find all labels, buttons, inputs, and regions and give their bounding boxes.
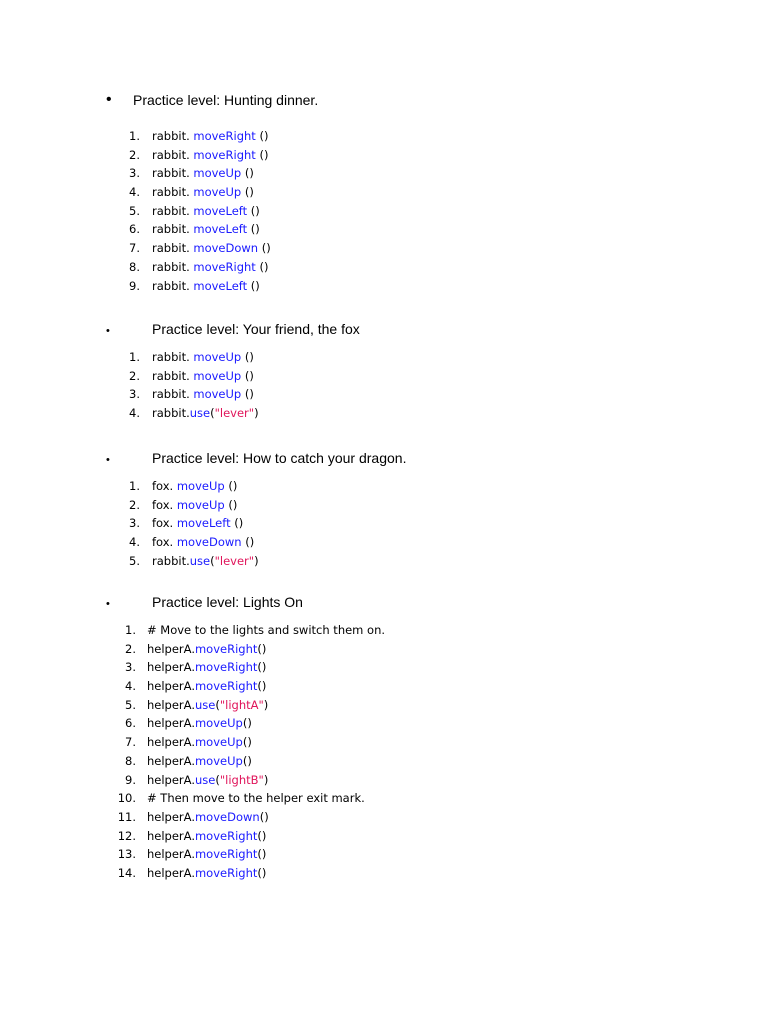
code-text: () [255, 147, 269, 162]
method-name: moveLeft [193, 278, 248, 293]
step-number: 1. [129, 350, 140, 364]
code-text: () [257, 847, 267, 862]
code-text: rabbit. [152, 241, 194, 256]
list-item [0, 714, 768, 733]
code-line [152, 127, 268, 146]
step-list [0, 348, 768, 423]
code-text: helperA. [147, 679, 195, 694]
method-name: moveUp [176, 497, 225, 512]
code-text: () [224, 479, 238, 493]
string-literal: "lever" [214, 553, 255, 568]
code-text: () [242, 735, 252, 750]
list-item [0, 258, 768, 277]
step-number: 1. [129, 129, 140, 143]
method-name: moveDown [176, 535, 242, 550]
step-number: 3. [129, 516, 140, 531]
code-line [152, 183, 254, 202]
code-text: rabbit. [152, 166, 194, 181]
code-text: ) [263, 772, 269, 787]
bullet-icon: • [106, 91, 112, 108]
code-text: () [224, 497, 238, 512]
code-line [152, 277, 260, 296]
method-name: moveUp [193, 387, 242, 402]
method-name: moveRight [194, 679, 258, 694]
code-line [152, 552, 259, 571]
code-text: helperA. [147, 716, 195, 731]
list-item [0, 808, 768, 827]
method-name: moveLeft [176, 516, 231, 531]
method-name: use [194, 697, 216, 712]
step-number: 5. [129, 203, 140, 218]
code-text: fox. [152, 516, 177, 531]
code-line [147, 677, 266, 696]
code-text: () [241, 368, 254, 383]
list-item [0, 789, 768, 808]
step-number: 7. [125, 735, 136, 750]
list-item [0, 752, 768, 771]
list-item [0, 164, 768, 183]
list-item [0, 385, 768, 404]
code-text: helperA. [147, 865, 195, 880]
code-text: () [257, 865, 267, 880]
code-text: helperA. [147, 753, 195, 768]
code-line [147, 733, 252, 752]
code-text: rabbit. [152, 553, 190, 568]
step-number: 8. [129, 259, 140, 274]
code-text: rabbit. [152, 222, 194, 237]
code-text: helperA. [147, 772, 195, 787]
list-item [0, 496, 768, 515]
code-text: rabbit. [152, 259, 194, 274]
bullet-icon: • [106, 454, 110, 466]
step-number: 13. [117, 847, 136, 862]
code-text: rabbit. [152, 147, 194, 162]
code-text: fox. [152, 535, 177, 550]
list-item [0, 552, 768, 571]
list-item [0, 864, 768, 883]
code-text: rabbit. [152, 129, 194, 143]
code-text: ( [215, 697, 220, 712]
code-line [152, 385, 254, 404]
code-text: rabbit. [152, 387, 194, 402]
section-title: Practice level: How to catch your dragon. [152, 450, 407, 466]
step-number: 7. [129, 241, 140, 256]
step-list [0, 477, 768, 570]
list-item [0, 640, 768, 659]
step-number: 4. [129, 535, 140, 550]
code-text: () [255, 129, 269, 143]
code-text: helperA. [147, 641, 195, 656]
code-line [147, 752, 252, 771]
code-text: ( [210, 553, 215, 568]
code-line [147, 771, 268, 790]
list-item [0, 239, 768, 258]
code-text: rabbit. [152, 203, 194, 218]
code-text: () [230, 516, 244, 531]
method-name: moveUp [193, 166, 242, 181]
step-number: 9. [125, 772, 136, 787]
string-literal: "lightB" [219, 772, 264, 787]
method-name: moveUp [193, 368, 242, 383]
code-text: helperA. [147, 809, 195, 824]
list-item [0, 621, 768, 640]
step-number: 1. [125, 623, 136, 637]
step-number: 9. [129, 278, 140, 293]
code-line [147, 696, 268, 715]
step-number: 11. [117, 809, 136, 824]
code-line [152, 258, 268, 277]
code-text: helperA. [147, 660, 195, 675]
code-text: helperA. [147, 697, 195, 712]
code-text: rabbit. [152, 406, 190, 421]
code-line [147, 621, 385, 640]
list-item [0, 533, 768, 552]
code-text: helperA. [147, 828, 195, 843]
step-number: 10. [117, 791, 136, 806]
code-text: () [247, 278, 260, 293]
step-number: 2. [129, 497, 140, 512]
code-text: ) [263, 697, 269, 712]
method-name: use [189, 406, 211, 421]
step-number: 2. [125, 641, 136, 656]
code-line [147, 827, 266, 846]
code-line [147, 789, 365, 808]
code-text: rabbit. [152, 368, 194, 383]
method-name: moveLeft [193, 203, 248, 218]
code-text: () [258, 241, 271, 256]
list-item [0, 827, 768, 846]
step-number: 3. [129, 387, 140, 402]
list-item [0, 514, 768, 533]
step-number: 3. [129, 166, 140, 181]
list-item [0, 477, 768, 496]
code-line [147, 845, 266, 864]
code-text: rabbit. [152, 185, 194, 200]
step-number: 8. [125, 753, 136, 768]
code-text: () [241, 535, 255, 550]
method-name: moveUp [194, 753, 243, 768]
method-name: moveUp [176, 479, 225, 493]
list-item [0, 845, 768, 864]
method-name: use [194, 772, 216, 787]
code-text: () [242, 753, 252, 768]
code-line [152, 239, 271, 258]
list-item [0, 658, 768, 677]
code-line [152, 514, 243, 533]
string-literal: "lightA" [219, 697, 264, 712]
code-text: () [241, 350, 254, 364]
code-text: () [241, 387, 254, 402]
method-name: moveRight [194, 641, 258, 656]
step-number: 5. [125, 697, 136, 712]
method-name: moveUp [194, 716, 243, 731]
list-item [0, 404, 768, 423]
code-text: () [257, 828, 267, 843]
code-text: rabbit. [152, 350, 194, 364]
list-item [0, 146, 768, 165]
code-line [152, 404, 259, 423]
method-name: use [189, 553, 211, 568]
code-text: ( [210, 406, 215, 421]
code-text: () [259, 809, 269, 824]
list-item [0, 733, 768, 752]
code-line [147, 864, 266, 883]
method-name: moveUp [193, 350, 242, 364]
step-number: 2. [129, 147, 140, 162]
method-name: moveRight [194, 847, 258, 862]
code-line [152, 348, 254, 367]
step-number: 14. [117, 865, 136, 880]
code-text: () [257, 641, 267, 656]
code-line [152, 496, 237, 515]
code-line [147, 714, 252, 733]
code-text: ) [254, 406, 259, 421]
code-text: () [247, 203, 260, 218]
step-number: 6. [129, 222, 140, 237]
bullet-icon: • [106, 325, 110, 337]
code-text: () [255, 259, 269, 274]
code-text: ( [215, 772, 220, 787]
list-item [0, 367, 768, 386]
step-list [0, 621, 768, 883]
code-text: () [242, 716, 252, 731]
section-title: Practice level: Hunting dinner. [133, 92, 319, 108]
string-literal: "lever" [214, 406, 255, 421]
code-line [152, 477, 237, 496]
method-name: moveDown [193, 241, 259, 256]
step-number: 4. [129, 406, 140, 421]
bullet-icon: • [106, 598, 110, 610]
code-text: ) [254, 553, 259, 568]
method-name: moveRight [194, 660, 258, 675]
method-name: moveRight [193, 259, 256, 274]
step-number: 2. [129, 368, 140, 383]
step-list [0, 127, 768, 295]
list-item [0, 220, 768, 239]
list-item [0, 696, 768, 715]
code-text: () [241, 166, 254, 181]
code-text: () [241, 185, 254, 200]
code-line [152, 220, 260, 239]
step-number: 4. [129, 185, 140, 200]
code-line [147, 658, 266, 677]
code-line [152, 164, 254, 183]
list-item [0, 677, 768, 696]
method-name: moveLeft [193, 222, 248, 237]
code-text: helperA. [147, 735, 195, 750]
code-text: fox. [152, 497, 177, 512]
code-line [147, 640, 266, 659]
code-text: # Move to the lights and switch them on. [147, 623, 386, 637]
step-number: 5. [129, 553, 140, 568]
list-item [0, 277, 768, 296]
code-line [152, 146, 268, 165]
method-name: moveRight [193, 129, 256, 143]
code-line [147, 808, 269, 827]
code-line [152, 367, 254, 386]
step-number: 4. [125, 679, 136, 694]
method-name: moveRight [194, 865, 258, 880]
step-number: 6. [125, 716, 136, 731]
list-item [0, 771, 768, 790]
code-text: # Then move to the helper exit mark. [147, 791, 365, 806]
step-number: 3. [125, 660, 136, 675]
code-text: rabbit. [152, 278, 194, 293]
section-title: Practice level: Lights On [152, 594, 303, 610]
code-text: fox. [152, 479, 177, 493]
code-text: () [247, 222, 260, 237]
method-name: moveDown [194, 809, 260, 824]
list-item [0, 127, 768, 146]
step-number: 12. [117, 828, 136, 843]
code-text: () [257, 660, 267, 675]
method-name: moveRight [193, 147, 256, 162]
code-line [152, 533, 254, 552]
list-item [0, 202, 768, 221]
list-item [0, 348, 768, 367]
step-number: 1. [129, 479, 140, 493]
list-item [0, 183, 768, 202]
method-name: moveUp [194, 735, 243, 750]
method-name: moveRight [194, 828, 258, 843]
method-name: moveUp [193, 185, 242, 200]
code-text: () [257, 679, 267, 694]
section-title: Practice level: Your friend, the fox [152, 321, 360, 337]
code-text: helperA. [147, 847, 195, 862]
code-line [152, 202, 260, 221]
